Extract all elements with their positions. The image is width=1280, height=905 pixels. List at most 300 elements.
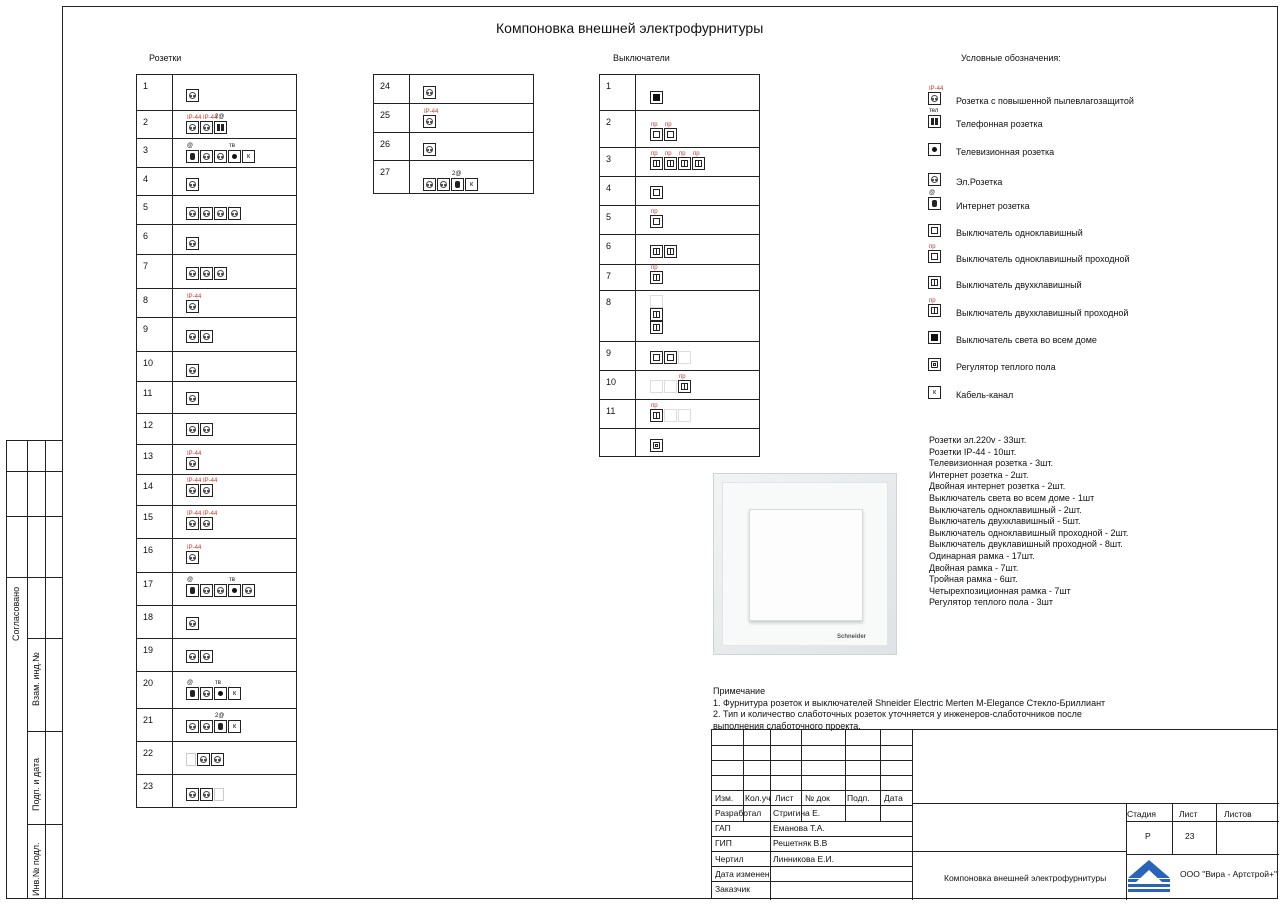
socket-row: [137, 639, 296, 672]
socket-symbols: [186, 392, 199, 405]
empty-frame-icon: [678, 409, 691, 422]
note-line: 2. Тип и количество слаботочных розеток уточняется у инженеров-слаботочников после: [713, 709, 1082, 719]
socket-ring: [189, 367, 196, 374]
socket-symbols: [423, 109, 439, 128]
socket-ring: [189, 426, 196, 433]
legend-text: Розетка с повышенной пылевлагозащитой: [956, 96, 1134, 106]
socket-icon: [186, 364, 199, 377]
split: [670, 160, 671, 167]
socket-icon: [186, 267, 199, 280]
socket-ring: [189, 520, 196, 527]
row-number: 3: [143, 145, 149, 155]
socket-icon: [200, 267, 213, 280]
summary-line: Регулятор теплого пола - 3шт: [929, 597, 1053, 608]
note: [713, 686, 1105, 732]
rule: [912, 730, 913, 900]
rule: [1172, 803, 1173, 854]
legend-item: [928, 386, 1228, 404]
switch-2-icon: [928, 298, 941, 317]
socket-symbols: [423, 86, 436, 99]
socket-icon: [228, 207, 241, 220]
company-logo: [1128, 856, 1170, 892]
socket-symbols: [186, 650, 213, 663]
socket-ring: [189, 303, 196, 310]
switch-row: [600, 235, 759, 265]
socket-row: [137, 506, 296, 539]
socket-row: [137, 225, 296, 255]
socket-ring: [189, 395, 196, 402]
row-number: 6: [606, 241, 612, 251]
core: [655, 444, 658, 447]
column-header: Лист: [775, 793, 794, 803]
mark-label: @: [929, 190, 936, 196]
socket-ring: [231, 210, 238, 217]
mark-label: пр: [651, 122, 658, 128]
mark-label: 2@: [452, 171, 462, 177]
legend-symbol: [928, 143, 941, 156]
summary-line: Телевизионная розетка - 3шт.: [929, 458, 1053, 469]
summary-line: Четырехпозиционная рамка - 7шт: [929, 585, 1071, 596]
socket-symbols: [186, 330, 213, 343]
socket-row: [137, 255, 296, 289]
doc-title: Компоновка внешней электрофурнитуры: [944, 873, 1107, 883]
row-number: 8: [606, 297, 612, 307]
socket-icon: [197, 753, 210, 766]
column-header: Изм.: [715, 793, 734, 803]
socket-ring: [217, 153, 224, 160]
switch-row: [600, 371, 759, 400]
socket-icon: [928, 86, 944, 105]
switch-2-icon: [678, 374, 691, 393]
socket-ring: [189, 460, 196, 467]
switch-all-house-icon: [928, 331, 941, 344]
switches-header: Выключатели: [613, 53, 670, 63]
rule: [712, 836, 912, 837]
cable-channel-icon: к: [465, 178, 478, 191]
internet-socket-icon: [928, 190, 941, 210]
role-label: ГАП: [715, 823, 731, 834]
switch-row: [600, 429, 759, 458]
socket-ring: [189, 333, 196, 340]
row-number: 2: [143, 117, 149, 127]
row-number: 8: [143, 295, 149, 305]
sockets-table-mid: [373, 74, 534, 194]
socket-ring: [217, 587, 224, 594]
company-name: ООО "Вира - Артстрой+": [1180, 869, 1277, 879]
rule: [712, 745, 912, 746]
mark-label: тв: [229, 577, 235, 583]
row-number: 17: [143, 579, 154, 589]
socket-ring: [189, 620, 196, 627]
role-label: Разработал: [715, 808, 762, 818]
socket-row: [137, 382, 296, 414]
socket-row: [374, 75, 533, 104]
socket-icon: [200, 121, 213, 134]
summary-line: Интернет розетка - 2шт.: [929, 469, 1029, 480]
legend-symbol: [928, 173, 941, 186]
page-title: Компоновка внешней электрофурнитуры: [496, 20, 764, 36]
socket-symbols: [186, 713, 241, 733]
summary-line: Тройная рамка - 6шт.: [929, 574, 1018, 585]
socket-icon: [186, 89, 199, 102]
mark-label: пр: [651, 209, 658, 215]
socket-ring: [203, 426, 210, 433]
role-label: Заказчик: [715, 884, 750, 894]
rule: [880, 730, 881, 821]
summary-line: Двойная интернет розетка - 2шт.: [929, 481, 1066, 492]
key: [931, 253, 938, 260]
switch-1-icon: [928, 224, 941, 237]
switch-all-house-icon: [650, 91, 663, 104]
mark-label: пр: [665, 151, 672, 157]
empty-frame-icon: [214, 788, 224, 801]
column-header: Кол.уч: [745, 793, 771, 803]
legend-symbol: [928, 244, 941, 263]
switch-2-icon: [678, 151, 691, 170]
note-line: Примечание: [713, 686, 766, 696]
legend-item: [928, 276, 1228, 294]
summary-line: Выключатель одноклавишный проходной - 2шт.: [929, 527, 1129, 538]
split: [656, 160, 657, 167]
socket-icon: [186, 511, 218, 530]
floor-regulator-icon: [650, 439, 663, 452]
socket-symbols: [186, 617, 199, 630]
internet-socket-icon: [451, 171, 464, 191]
socket-icon: [186, 330, 199, 343]
split: [656, 311, 657, 318]
socket-icon: [928, 173, 941, 186]
row-number: 5: [143, 202, 149, 212]
mark-label: пр: [929, 244, 936, 250]
mark-label: 2@: [215, 713, 225, 719]
switch-2-icon: [650, 403, 663, 422]
socket-row: [137, 318, 296, 352]
socket-ring: [203, 653, 210, 660]
mark-label: 2@: [215, 114, 225, 120]
stage-value: Р: [1145, 831, 1151, 841]
mark-label: @: [187, 577, 194, 583]
legend-item: [928, 173, 1228, 191]
mark-label: IP-44 IP-44: [187, 478, 218, 484]
floor-regulator-icon: [928, 358, 941, 371]
empty-frame-icon: [664, 380, 677, 393]
switch-symbols: [650, 403, 691, 422]
switch-row: [600, 206, 759, 235]
split: [656, 274, 657, 281]
pin: [931, 118, 934, 125]
socket-symbols: [186, 237, 199, 250]
mark-label: пр: [679, 151, 686, 157]
legend-symbol: [928, 190, 941, 210]
socket-ring: [189, 210, 196, 217]
socket-ring: [189, 124, 196, 131]
socket-ring: [203, 487, 210, 494]
socket-row: [137, 168, 296, 196]
mark-label: IP-44 IP-44: [187, 115, 218, 121]
sockets-table-left: [136, 74, 297, 808]
socket-symbols: [186, 577, 255, 597]
switch-symbols: [650, 151, 705, 170]
socket-row: [374, 133, 533, 161]
row-number: 12: [143, 420, 154, 430]
rule: [712, 851, 912, 852]
sheet-header: Лист: [1179, 809, 1198, 819]
switch-symbols: [650, 122, 677, 141]
switch-2-icon: [650, 245, 663, 258]
socket-ring: [189, 554, 196, 561]
legend-symbol: [928, 276, 941, 289]
row-number: 18: [143, 612, 154, 622]
title-block: [711, 729, 1278, 899]
row-number: 24: [380, 81, 391, 91]
socket-ring: [189, 723, 196, 730]
switch-symbols: [650, 351, 691, 364]
switch-row: [600, 265, 759, 291]
socket-row: [137, 709, 296, 742]
mark-label: IP-44: [187, 294, 202, 300]
legend-item: [928, 190, 1228, 215]
inv-sub-label: Взам. инд.№: [31, 652, 41, 706]
socket-ring: [203, 210, 210, 217]
split: [684, 160, 685, 167]
rule: [770, 730, 771, 821]
switch-row: [600, 111, 759, 148]
rule: [1126, 854, 1279, 855]
socket-icon: [242, 584, 255, 597]
empty-frame-icon: [186, 753, 196, 766]
switch-2-icon: [650, 308, 663, 321]
rule: [712, 881, 912, 882]
jack: [455, 181, 460, 188]
switch-1-icon: [650, 122, 663, 141]
mark-label: тв: [229, 143, 235, 149]
switch-2-icon: [664, 245, 677, 258]
phone-socket-icon: [928, 108, 941, 128]
socket-ring: [203, 153, 210, 160]
socket-icon: [200, 423, 213, 436]
socket-ring: [189, 791, 196, 798]
tv-socket-icon: [214, 680, 227, 700]
socket-icon: [214, 207, 227, 220]
socket-icon: [423, 86, 436, 99]
socket-symbols: [186, 89, 199, 102]
rule: [712, 805, 912, 806]
switch-symbols: [650, 265, 663, 284]
internet-socket-icon: [186, 577, 199, 597]
sockets-header: Розетки: [149, 53, 182, 63]
socket-row: [137, 775, 296, 809]
summary-line: Розетки IP-44 - 10шт.: [929, 446, 1017, 457]
socket-ring: [203, 723, 210, 730]
key: [667, 354, 674, 361]
switch-row: [600, 400, 759, 429]
summary-line: Одинарная рамка - 17шт.: [929, 550, 1035, 561]
socket-icon: [186, 178, 199, 191]
socket-symbols: [186, 545, 202, 564]
row-number: 1: [606, 81, 612, 91]
key: [653, 354, 660, 361]
empty-frame-icon: [650, 380, 663, 393]
switch-1-icon: [664, 122, 677, 141]
split: [934, 307, 935, 314]
row-number: 9: [606, 348, 612, 358]
switch-2-icon: [650, 151, 663, 170]
socket-ring: [189, 181, 196, 188]
note-line: 1. Фурнитура розеток и выключателей Shneider Electric Merten M-Elegance Стекло-Бриллиант: [713, 697, 1106, 708]
switch-row: [600, 291, 759, 342]
legend-text: Телефонная розетка: [956, 119, 1043, 129]
socket-row: [137, 445, 296, 475]
legend-item: [928, 358, 1228, 376]
socket-row: [137, 606, 296, 639]
rule: [712, 775, 912, 776]
mark-label: @: [187, 680, 194, 686]
row-number: 10: [143, 358, 154, 368]
switch-key: [749, 509, 863, 621]
socket-icon: [214, 267, 227, 280]
cable-channel-icon: к: [228, 720, 241, 733]
summary-line: Выключатель одноклавишный - 2шт.: [929, 504, 1082, 515]
row-number: 6: [143, 231, 149, 241]
role-label: Дата изменен: [715, 868, 770, 879]
row-number: 23: [143, 781, 154, 791]
mark-label: тел: [929, 108, 939, 114]
legend-header: Условные обозначения:: [961, 53, 1061, 63]
legend-symbol: [928, 386, 941, 399]
note-line: выполнения слаботочного проекта.: [713, 720, 861, 731]
legend-text: Телевизионная розетка: [956, 147, 1055, 157]
cable-channel-icon: к: [928, 386, 941, 399]
tv-socket-icon: [228, 143, 241, 163]
switch-symbols: [650, 91, 663, 104]
socket-symbols: [423, 143, 436, 156]
socket-ring: [203, 520, 210, 527]
tv-dot: [932, 147, 937, 152]
switch-2-icon: [650, 265, 663, 284]
internet-socket-icon: [214, 713, 227, 733]
mark-label: пр: [929, 298, 936, 304]
socket-icon: [200, 720, 213, 733]
row-number: 22: [143, 748, 154, 758]
socket-icon: [200, 330, 213, 343]
person-name: Еманова Т.А.: [773, 823, 825, 834]
legend-symbol: [928, 298, 941, 317]
socket-icon: [423, 143, 436, 156]
rule: [712, 760, 912, 761]
empty-frame-icon: [678, 351, 691, 364]
column-header: Дата: [884, 793, 903, 803]
row-number: 25: [380, 110, 391, 120]
socket-ring: [200, 756, 207, 763]
switch-symbols: [650, 209, 663, 228]
socket-row: [374, 104, 533, 133]
person-name: Стригина Е.: [773, 808, 821, 818]
split: [670, 248, 671, 255]
row-number: 19: [143, 645, 154, 655]
pin: [221, 124, 224, 131]
core: [933, 363, 936, 366]
switches-table: [599, 74, 760, 457]
summary-line: Двойная рамка - 7шт.: [929, 562, 1019, 573]
socket-row: [137, 742, 296, 775]
socket-symbols: [186, 267, 227, 280]
socket-row: [137, 672, 296, 709]
key: [653, 218, 660, 225]
row-number: 11: [606, 406, 616, 416]
socket-ring: [426, 118, 433, 125]
socket-icon: [186, 617, 199, 630]
pin: [217, 124, 220, 131]
legend-text: Регулятор теплого пола: [956, 362, 1056, 372]
switch-1-icon: [650, 351, 663, 364]
rule: [712, 790, 912, 791]
socket-ring: [426, 181, 433, 188]
socket-icon: [186, 545, 202, 564]
switch-row: [600, 75, 759, 111]
jack: [932, 200, 937, 207]
switch-2-icon: [928, 276, 941, 289]
approval-strip: [6, 440, 62, 899]
tv-socket-icon: [228, 577, 241, 597]
socket-ring: [203, 124, 210, 131]
key: [667, 131, 674, 138]
mark-label: тв: [215, 680, 221, 686]
legend-text: Эл.Розетка: [956, 177, 1003, 187]
socket-row: [137, 75, 296, 111]
role-label: Чертил: [715, 853, 744, 864]
socket-icon: [200, 584, 213, 597]
jack: [190, 153, 195, 160]
socket-ring: [931, 95, 938, 102]
switch-row: [600, 177, 759, 206]
column-header: Подп.: [847, 793, 870, 803]
row-number: 16: [143, 545, 154, 555]
socket-ring: [931, 176, 938, 183]
row-number: 4: [143, 174, 149, 184]
socket-icon: [200, 788, 213, 801]
switch-2-icon: [650, 321, 663, 334]
legend-item: [928, 143, 1228, 161]
row-number: 14: [143, 481, 154, 491]
socket-symbols: [186, 788, 224, 801]
row-number: 5: [606, 212, 612, 222]
legend-text: Кабель-канал: [956, 390, 1014, 400]
socket-ring: [189, 653, 196, 660]
socket-icon: [186, 650, 199, 663]
rule: [770, 821, 771, 900]
mark-label: IP-44: [187, 451, 202, 457]
socket-symbols: [186, 511, 218, 530]
pin: [935, 118, 938, 125]
socket-ring: [203, 791, 210, 798]
socket-icon: [186, 115, 218, 134]
socket-ring: [189, 270, 196, 277]
socket-icon: [437, 178, 450, 191]
row-number: 11: [143, 388, 153, 398]
socket-symbols: [186, 207, 241, 220]
agreed-label: Согласовано: [11, 586, 21, 641]
legend-item: [928, 244, 1228, 268]
fill: [653, 94, 660, 101]
socket-row: [137, 352, 296, 382]
socket-symbols: [186, 143, 255, 163]
socket-icon: [214, 584, 227, 597]
tv-dot: [218, 691, 223, 696]
row-number: 7: [143, 261, 149, 271]
legend-text: Выключатель одноклавишный проходной: [956, 254, 1130, 264]
legend-text: Выключатель двухклавишный: [956, 280, 1082, 290]
switch-symbols: [650, 245, 677, 258]
